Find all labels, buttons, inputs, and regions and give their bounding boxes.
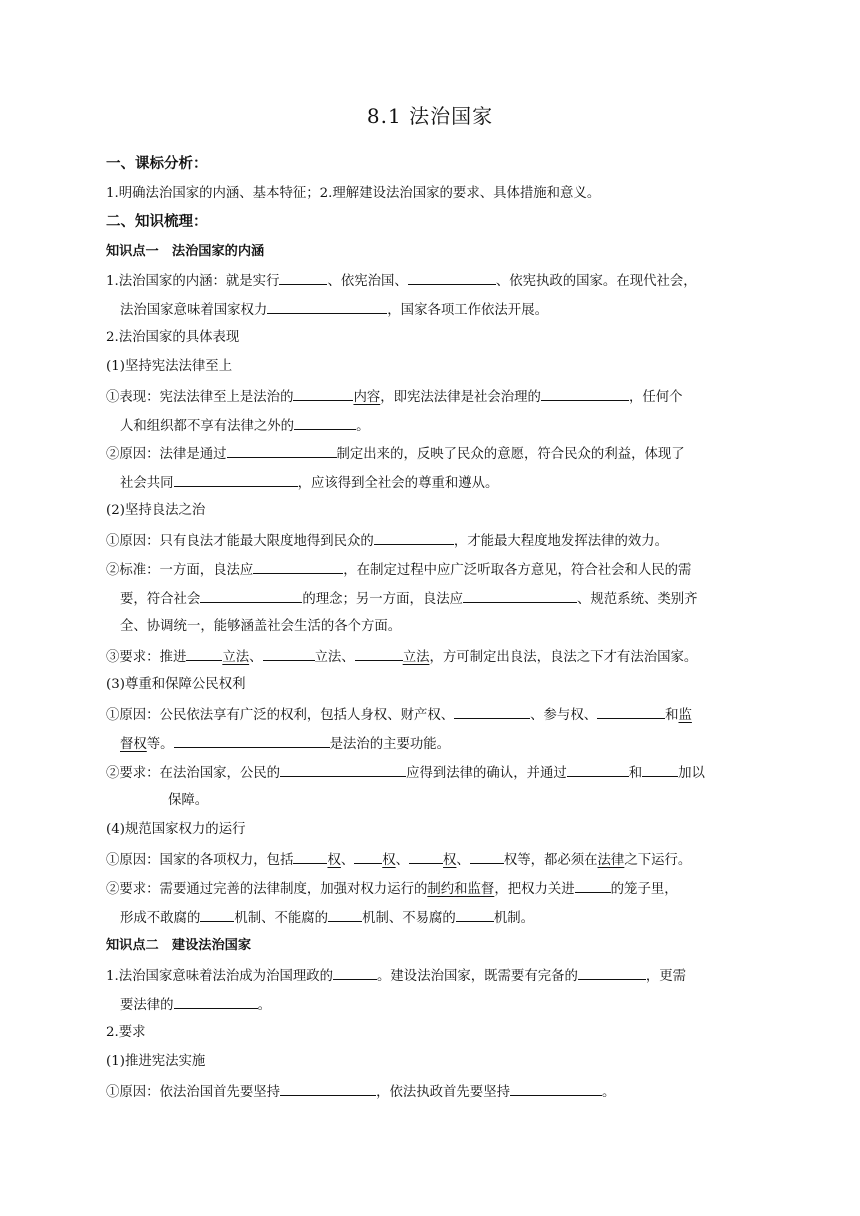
blank: [333, 965, 377, 980]
blank: [567, 762, 629, 777]
paragraph: 人和组织都不享有法律之外的 。: [120, 415, 790, 437]
paragraph: 1.法治国家意味着法治成为治国理政的 。建设法治国家，既需要有完备的 ，更需: [106, 965, 790, 987]
knowledge-point-1: 知识点一 法治国家的内涵: [106, 244, 265, 259]
blank: [293, 849, 327, 864]
blank: [409, 849, 443, 864]
section-heading-2: 二、知识梳理：: [106, 214, 208, 230]
blank: [174, 733, 330, 748]
blank: [470, 849, 504, 864]
paragraph: 全、协调统一，能够涵盖社会生活的各个方面。: [120, 619, 402, 634]
blank: [200, 907, 234, 922]
blank: [463, 588, 577, 603]
subheading: (2)坚持良法之治: [106, 503, 206, 518]
blank: [280, 1081, 376, 1096]
blank: [578, 965, 646, 980]
blank: [355, 646, 403, 661]
paragraph: ①表现：宪法法律至上是法治的 内容，即宪法法律是社会治理的 ，任何个: [106, 386, 790, 408]
paragraph: ③要求：推进 立法、 立法、 立法，方可制定出良法，良法之下才有法治国家。: [106, 646, 790, 668]
blank: [293, 386, 353, 401]
blank: [541, 386, 629, 401]
paragraph: ①原因：公民依法享有广泛的权利，包括人身权、财产权、 、参与权、 和监: [106, 704, 790, 726]
blank: [354, 849, 382, 864]
blank: [263, 646, 315, 661]
blank: [374, 530, 454, 545]
paragraph: ②原因：法律是通过 制定出来的，反映了民众的意愿，符合民众的利益，体现了: [106, 443, 790, 465]
blank: [510, 1081, 602, 1096]
blank: [408, 270, 496, 285]
paragraph: 社会共同 ，应该得到全社会的尊重和遵从。: [120, 472, 790, 494]
blank: [279, 270, 327, 285]
paragraph: 1.法治国家的内涵：就是实行 、依宪治国、 、依宪执政的国家。在现代社会，: [106, 270, 790, 292]
blank: [253, 559, 343, 574]
blank: [642, 762, 678, 777]
curriculum-text: 1.明确法治国家的内涵、基本特征；2.理解建设法治国家的要求、具体措施和意义。: [106, 186, 601, 201]
paragraph: 要法律的 。: [120, 994, 790, 1016]
paragraph: ①原因：只有良法才能最大限度地得到民众的 ，才能最大程度地发挥法律的效力。: [106, 530, 790, 552]
paragraph: 督权等。 是法治的主要功能。: [120, 733, 790, 755]
subheading: (1)推进宪法实施: [106, 1054, 206, 1069]
blank: [454, 704, 530, 719]
blank: [280, 762, 406, 777]
blank: [174, 472, 298, 487]
blank: [294, 415, 356, 430]
blank: [227, 443, 337, 458]
subheading: (3)尊重和保障公民权利: [106, 677, 246, 692]
knowledge-point-2: 知识点二 建设法治国家: [106, 938, 252, 953]
section-heading-1: 一、课标分析：: [106, 156, 208, 172]
blank: [186, 646, 222, 661]
paragraph: 要，符合社会 的理念；另一方面，良法应 、规范系统、类别齐: [120, 588, 790, 610]
paragraph: ②要求：需要通过完善的法律制度，加强对权力运行的制约和监督，把权力关进 的笼子里，: [106, 878, 790, 900]
paragraph: ②要求：在法治国家，公民的 应得到法律的确认，并通过 和 加以: [106, 762, 790, 784]
paragraph: ②标准：一方面，良法应 ，在制定过程中应广泛听取各方意见，符合社会和人民的需: [106, 559, 790, 581]
paragraph: 2.法治国家的具体表现: [106, 330, 240, 345]
paragraph: 形成不敢腐的 机制、不能腐的 机制、不易腐的 机制。: [120, 907, 790, 929]
paragraph: 2.要求: [106, 1025, 146, 1040]
blank: [328, 907, 362, 922]
page-title: 8.1 法治国家: [366, 104, 494, 128]
paragraph: ①原因：依法治国首先要坚持 ，依法执政首先要坚持 。: [106, 1081, 790, 1103]
paragraph: 保障。: [168, 793, 209, 808]
blank: [456, 907, 494, 922]
blank: [200, 588, 302, 603]
blank: [267, 299, 387, 314]
subheading: (4)规范国家权力的运行: [106, 822, 246, 837]
paragraph: ①原因：国家的各项权力，包括 权、 权、 权、 权等，都必须在法律之下运行。: [106, 849, 790, 871]
subheading: (1)坚持宪法法律至上: [106, 359, 233, 374]
blank: [597, 704, 665, 719]
blank: [575, 878, 611, 893]
paragraph: 法治国家意味着国家权力 ，国家各项工作依法开展。: [120, 299, 790, 321]
blank: [174, 994, 258, 1009]
